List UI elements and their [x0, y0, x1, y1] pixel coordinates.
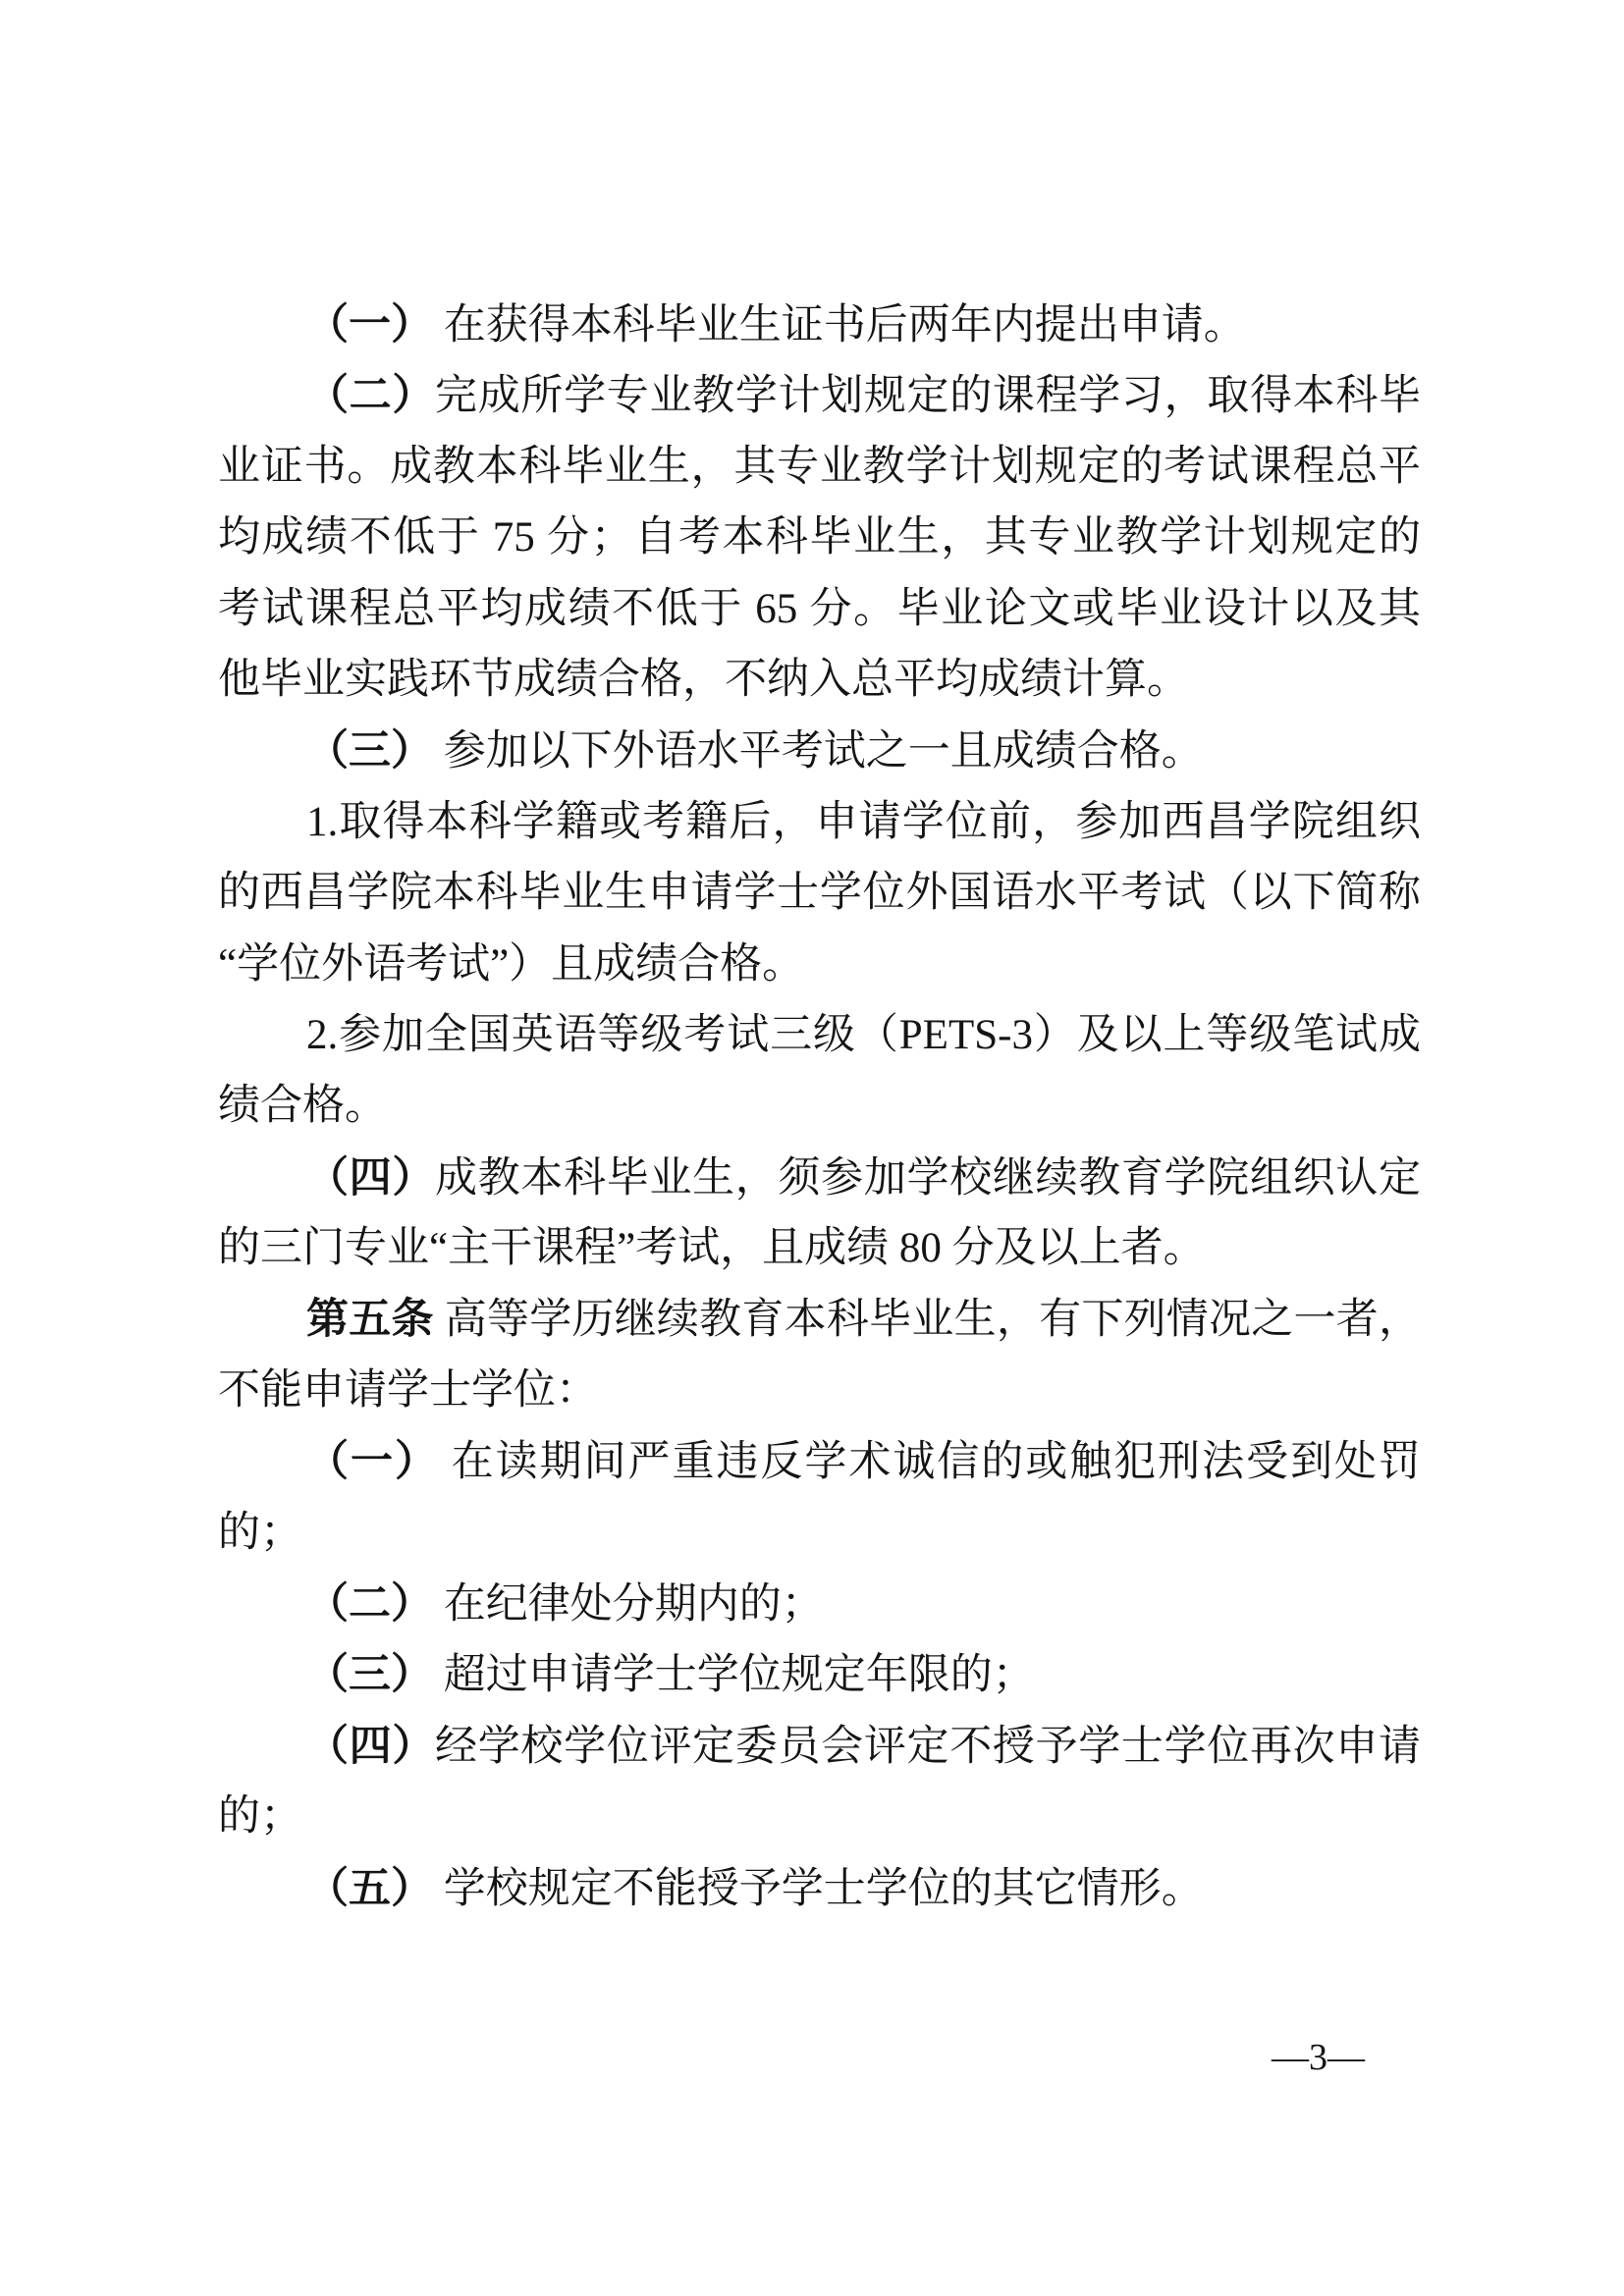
text-line: 的三门专业“主干课程”考试，且成绩 80 分及以上者。 [218, 1225, 1206, 1272]
list-marker: （一） [306, 1438, 439, 1486]
list-marker: （三） [306, 1651, 433, 1699]
text-line: 考试课程总平均成绩不低于 65 分。毕业论文或毕业设计以及其 [218, 585, 1421, 632]
text-line: （四）经学校学位评定委员会评定不授予学士学位再次申请 [306, 1722, 1421, 1770]
text-line: “学位外语考试”）且成绩合格。 [218, 940, 805, 988]
text-line: （一） 在获得本科毕业生证书后两年内提出申请。 [306, 301, 1246, 348]
document-body [218, 290, 1421, 1924]
text-line: 第五条 高等学历继续教育本科毕业生，有下列情况之一者， [306, 1296, 1421, 1344]
list-marker: （一） [306, 301, 433, 348]
text-line: （二）完成所学专业教学计划规定的课程学习，取得本科毕 [306, 372, 1421, 420]
list-marker: （二） [306, 372, 436, 420]
list-marker: （二） [306, 1580, 433, 1629]
list-marker: （三） [306, 727, 433, 775]
text-line: 业证书。成教本科毕业生，其专业教学计划规定的考试课程总平 [218, 443, 1421, 490]
text-line: 绩合格。 [218, 1083, 387, 1130]
text-line: （一） 在读期间严重违反学术诚信的或触犯刑法受到处罚 [306, 1438, 1421, 1486]
text-line: 的； [218, 1509, 302, 1556]
list-marker: （四） [306, 1153, 436, 1201]
text-line: 均成绩不低于 75 分；自考本科毕业生，其专业教学计划规定的 [218, 514, 1421, 561]
text-line: 1.取得本科学籍或考籍后，申请学位前，参加西昌学院组织 [306, 798, 1421, 845]
page-number: —3— [1272, 2037, 1365, 2078]
text-line: （四）成教本科毕业生，须参加学校继续教育学院组织认定 [306, 1153, 1421, 1201]
list-marker: 第五条 [306, 1296, 434, 1344]
text-line: 的； [218, 1793, 302, 1841]
text-line: 不能申请学士学位： [218, 1366, 598, 1414]
text-line: 2.参加全国英语等级考试三级（PETS-3）及以上等级笔试成 [306, 1011, 1421, 1058]
text-line: （五） 学校规定不能授予学士学位的其它情形。 [306, 1864, 1204, 1912]
list-marker: （四） [306, 1722, 436, 1770]
text-line: （三） 超过申请学士学位规定年限的； [306, 1651, 1035, 1699]
text-line: （二） 在纪律处分期内的； [306, 1580, 824, 1629]
text-line: 他毕业实践环节成绩合格，不纳入总平均成绩计算。 [218, 656, 1189, 703]
text-line: （三） 参加以下外语水平考试之一且成绩合格。 [306, 727, 1204, 775]
list-marker: （五） [306, 1864, 433, 1912]
text-line: 的西昌学院本科毕业生申请学士学位外国语水平考试（以下简称 [218, 870, 1421, 917]
